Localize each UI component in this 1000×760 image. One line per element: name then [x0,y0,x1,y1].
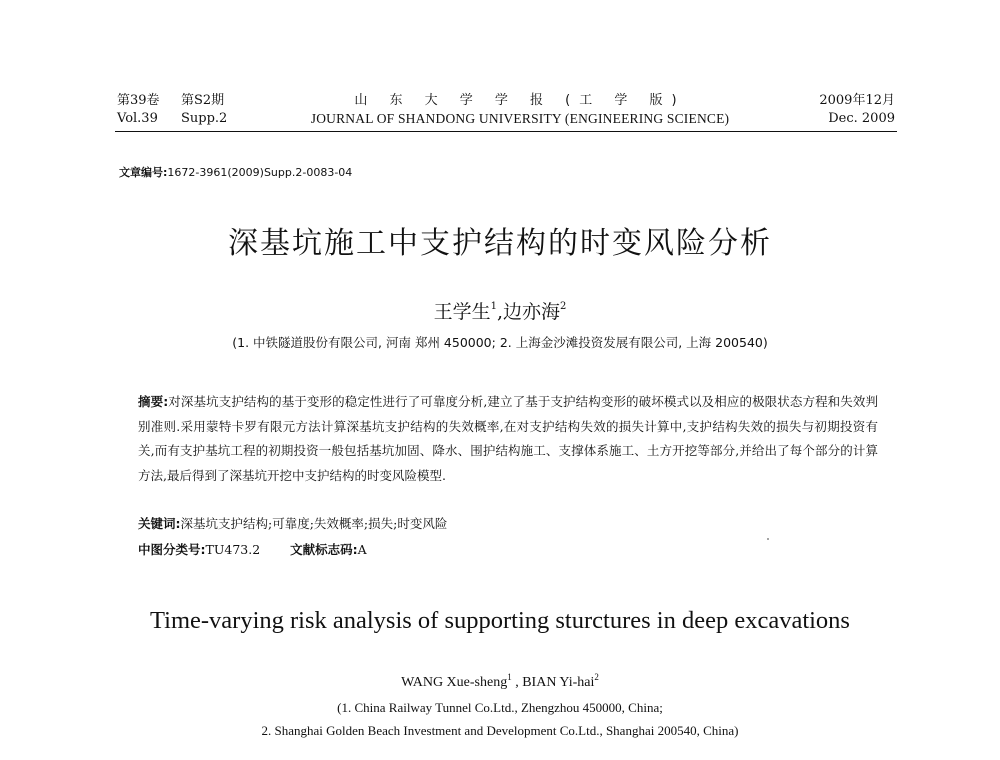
affiliation-en-line-2: 2. Shanghai Golden Beach Investment and Development Co.Ltd., Shanghai 200540, China) [261,723,739,738]
author-2-cn: 边亦海 [503,301,561,323]
abstract-label: 摘要: [138,394,169,409]
header-date-en: Dec. 2009 [828,111,895,126]
clc-label: 中图分类号: [138,542,206,557]
author-1-cn-affil-mark: 1 [490,301,497,312]
header-issue-cn: 第S2期 [181,93,225,108]
keywords-cn [138,514,447,534]
header-volume-en: Vol.39 [117,111,158,126]
doc-code-label: 文献标志码: [290,542,358,557]
abstract-text: 对深基坑支护结构的基于变形的稳定性进行了可靠度分析,建立了基于支护结构变形的破坏模式以及相应的极限状态方程和失效判别准则.采用蒙特卡罗有限元方法计算深基坑支护结构的失效概率,在对支护结构失效的损失计算中,支护结构失效的损失与初期投资有关,而有支护基坑工程的初期投资一般包括基坑加固、降水、围护结构施工、支撑体系施工、土方开挖等部分,并给出了每个部分的计算方法,最后得到了深基坑开挖中支护结构的时变风险模型. [138,394,878,483]
paper-title-cn: 深基坑施工中支护结构的时变风险分析 [228,226,772,261]
article-number-label: 文章编号: [119,166,168,179]
clc-value: TU473.2 [205,542,261,557]
article-number [119,164,352,180]
article-number-value: 1672-3961(2009)Supp.2-0083-04 [167,166,353,179]
paper-title-en: Time-varying risk analysis of supporting sturctures in deep excavations [150,607,850,634]
abstract-cn [138,390,878,488]
author-2-cn-affil-mark: 2 [560,301,567,312]
classification-line [138,540,367,560]
author-1-en-affil-mark: 1 [507,672,512,682]
header-volume-block [117,92,267,128]
doc-code-value: A [357,542,367,557]
scan-speck [767,538,769,540]
author-2-en: BIAN Yi-hai [522,675,595,690]
header-date-cn: 2009年12月 [819,93,895,108]
header-volume-cn: 第39卷 [117,93,160,108]
header-journal-en: JOURNAL OF SHANDONG UNIVERSITY (ENGINEERING SCIENCE) [310,111,730,126]
header-journal-block [260,92,780,128]
authors-cn [0,297,1000,324]
affiliation-cn: (1. 中铁隧道股份有限公司, 河南 郑州 450000; 2. 上海金沙滩投资发展有限公司, 上海 200540) [232,335,768,350]
header-divider [115,131,897,132]
authors-en-separator: , [511,675,523,690]
affiliation-en-line-1: (1. China Railway Tunnel Co.Ltd., Zhengzhou 450000, China; [337,700,663,715]
author-1-cn: 王学生 [433,301,491,323]
keywords-label: 关键词: [138,516,181,531]
header-date-block [760,92,895,128]
header-issue-en: Supp.2 [181,111,228,126]
authors-cn-separator: , [496,301,504,323]
author-2-en-affil-mark: 2 [594,672,599,682]
header-journal-cn: 山 东 大 学 学 报 (工 学 版) [354,93,686,108]
authors-en [0,672,1000,691]
keywords-text: 深基坑支护结构;可靠度;失效概率;损失;时变风险 [180,516,448,531]
author-1-en: WANG Xue-sheng [401,675,508,690]
